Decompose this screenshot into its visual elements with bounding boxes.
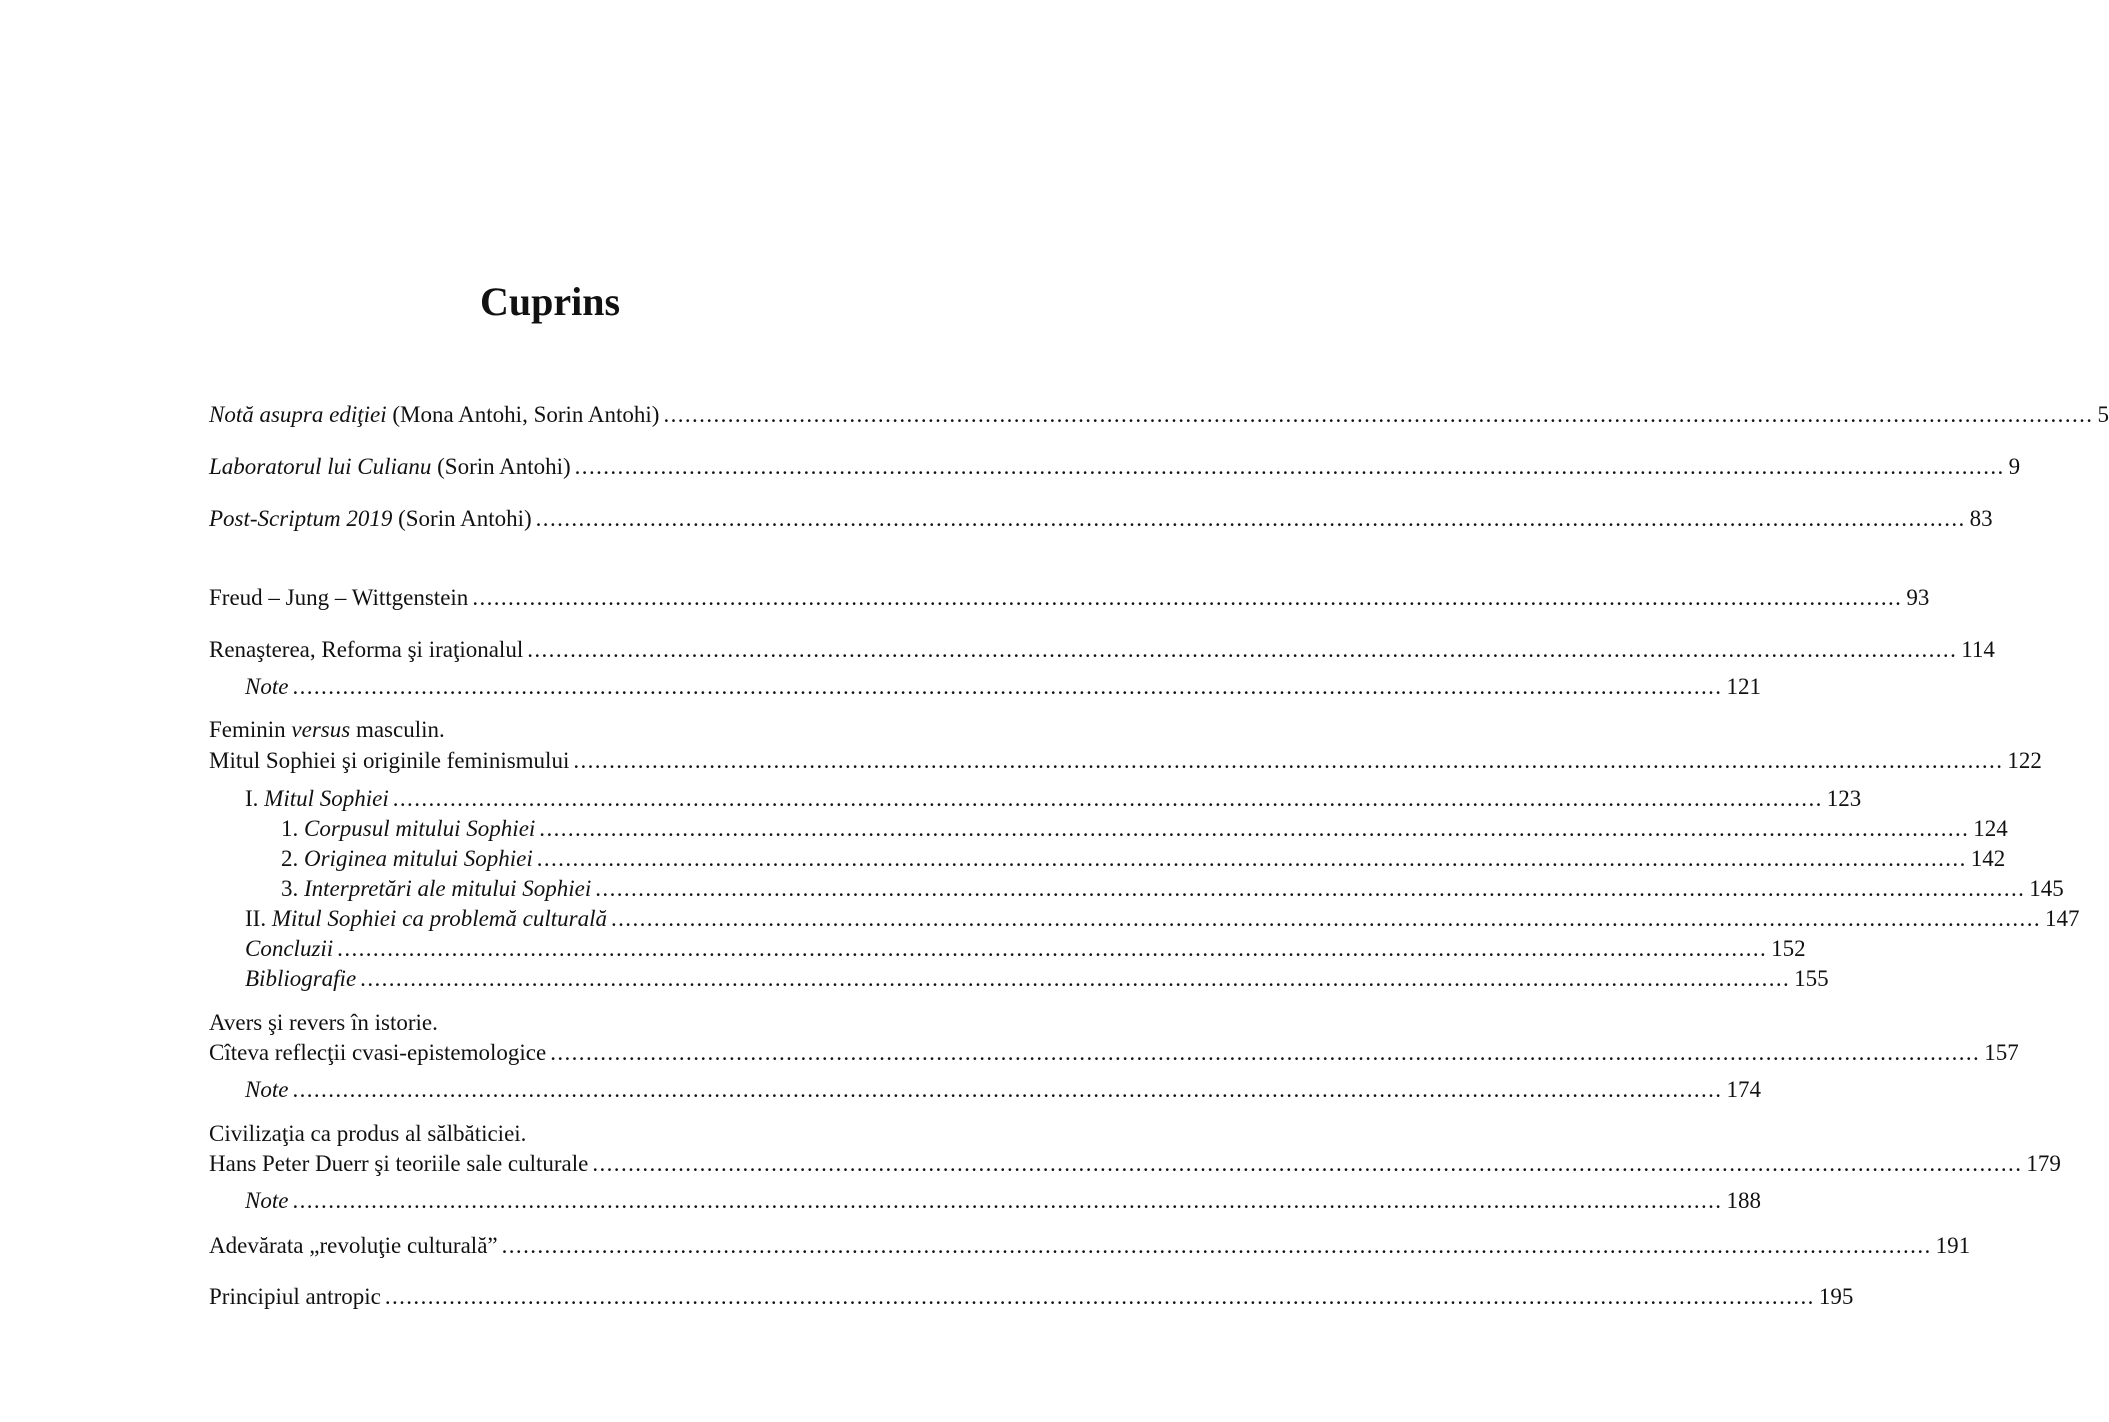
page-number: 123 [1826,786,1862,811]
leader-dots: ........................................................................................................................................................................................................ [292,674,1723,699]
toc-subentry[interactable] [245,672,1761,702]
entry-title: Renaşterea, Reforma şi iraţionalul [209,637,524,662]
toc-subentry[interactable] [245,784,1862,814]
entry-title: 1. Corpusul mitului Sophiei [281,816,536,841]
toc-subentry[interactable] [281,814,2008,844]
page-number: 152 [1771,936,1806,961]
leader-dots: ........................................................................................................................................................................................................ [539,816,1970,841]
page-number: 122 [2007,748,2042,773]
leader-dots: ........................................................................................................................................................................................................ [573,748,2004,773]
toc-entry[interactable] [209,452,2021,482]
leader-dots: ........................................................................................................................................................................................................ [337,936,1768,961]
toc-subentry[interactable] [245,934,1806,964]
leader-dots: ........................................................................................................................................................................................................ [501,1233,1932,1258]
entry-title: Concluzii [245,936,334,961]
entry-title: Note [245,1077,289,1102]
entry-title: Cîteva reflecţii cvasi-epistemologice [209,1040,547,1065]
page-number: 5 [2097,402,2109,427]
toc-subentry[interactable] [245,964,1829,994]
page-number: 147 [2045,906,2080,931]
leader-dots: ........................................................................................................................................................................................................ [360,966,1791,991]
leader-dots: ........................................................................................................................................................................................................ [472,585,1903,610]
page-title: Cuprins [479,279,621,324]
entry-title: Notă asupra ediţiei (Mona Antohi, Sorin Antohi) [209,402,660,427]
toc-entry[interactable] [209,400,2109,430]
leader-dots: ........................................................................................................................................................................................................ [574,454,2005,479]
entry-title: Post-Scriptum 2019 (Sorin Antohi) [209,506,532,531]
leader-dots: ........................................................................................................................................................................................................ [535,506,1966,531]
toc-entry[interactable] [209,1149,2061,1179]
toc-entry[interactable] [209,504,1993,534]
entry-title-first-line: Avers şi revers în istorie. [209,1010,438,1035]
entry-title: I. Mitul Sophiei [245,786,389,811]
toc-entry[interactable] [209,1038,2019,1068]
entry-title: Bibliografie [245,966,357,991]
page-number: 121 [1726,674,1761,699]
entry-title: Laboratorul lui Culianu (Sorin Antohi) [209,454,571,479]
leader-dots: ........................................................................................................................................................................................................ [292,1188,1723,1213]
page-number: 155 [1794,966,1829,991]
page-number: 124 [1973,816,2008,841]
toc-subentry[interactable] [245,1186,1761,1216]
leader-dots: ........................................................................................................................................................................................................ [392,786,1823,811]
toc-subentry[interactable] [281,874,2064,904]
entry-title: Note [245,674,289,699]
leader-dots: ........................................................................................................................................................................................................ [527,637,1958,662]
toc-entry[interactable] [209,1231,1971,1261]
toc-entry[interactable] [209,635,1995,665]
entry-title: Note [245,1188,289,1213]
page-number: 179 [2026,1151,2061,1176]
toc-entry[interactable] [209,746,2042,776]
leader-dots: ........................................................................................................................................................................................................ [595,876,2026,901]
leader-dots: ........................................................................................................................................................................................................ [611,906,2041,931]
entry-title-first-line: Civilizaţia ca produs al sălbăticiei. [209,1121,527,1146]
page-number: 142 [1970,846,2006,871]
page-number: 188 [1726,1188,1761,1213]
toc-subentry[interactable] [245,904,2080,934]
toc-entry[interactable] [209,583,1930,613]
entry-title-first-line: Feminin versus masculin. [209,717,445,742]
page-number: 83 [1969,506,1993,531]
leader-dots: ........................................................................................................................................................................................................ [550,1040,1981,1065]
page-number: 174 [1726,1077,1761,1102]
page-number: 9 [2008,454,2021,479]
entry-title: Adevărata „revoluţie culturală” [209,1233,498,1258]
entry-title: Principiul antropic [209,1284,381,1309]
page-number: 93 [1906,585,1930,610]
page-number: 157 [1984,1040,2019,1065]
page-number: 195 [1818,1284,1854,1309]
leader-dots: ........................................................................................................................................................................................................ [384,1284,1815,1309]
page-number: 114 [1961,637,1995,662]
entry-title: Hans Peter Duerr şi teoriile sale culturale [209,1151,589,1176]
page-number: 145 [2029,876,2064,901]
page-number: 191 [1935,1233,1971,1258]
toc-subentry[interactable] [281,844,2006,874]
entry-title: Freud – Jung – Wittgenstein [209,585,469,610]
entry-title: Mitul Sophiei şi originile feminismului [209,748,570,773]
leader-dots: ........................................................................................................................................................................................................ [292,1077,1723,1102]
toc-subentry[interactable] [245,1075,1761,1105]
entry-title: 2. Originea mitului Sophiei [281,846,533,871]
leader-dots: ........................................................................................................................................................................................................ [663,402,2094,427]
leader-dots: ........................................................................................................................................................................................................ [592,1151,2023,1176]
entry-title: II. Mitul Sophiei ca problemă culturală [245,906,607,931]
leader-dots: ........................................................................................................................................................................................................ [536,846,1967,871]
toc-entry[interactable] [209,1282,1854,1312]
entry-title: 3. Interpretări ale mitului Sophiei [281,876,592,901]
